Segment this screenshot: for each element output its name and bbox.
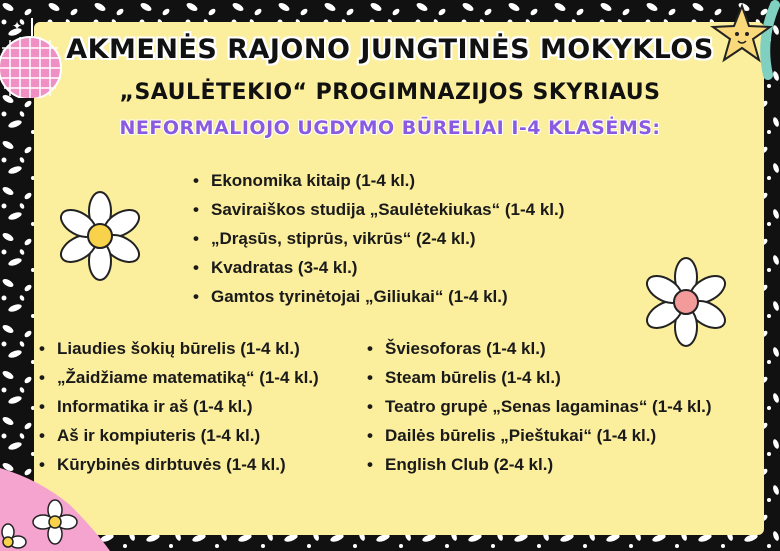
list-item: • Steam būrelis (1-4 kl.) [367, 368, 561, 387]
list-item: • Teatro grupė „Senas lagaminas“ (1-4 kl.) [367, 397, 712, 416]
title-line-3: NEFORMALIOJO UGDYMO BŪRELIAI I-4 KLASĖMS: [119, 117, 661, 139]
list-item: • Informatika ir aš (1-4 kl.) [39, 397, 253, 416]
list-item: • „Drąsūs, stiprūs, vikrūs“ (2-4 kl.) [193, 229, 476, 248]
top-activity-list [193, 166, 564, 311]
list-item: • Liaudies šokių būrelis (1-4 kl.) [39, 339, 300, 358]
list-item: • Saviraiškos studija „Saulėtekiukas“ (1-4 kl.) [193, 200, 565, 219]
list-item: • Dailės būrelis „Pieštukai“ (1-4 kl.) [367, 426, 657, 445]
list-item: • „Žaidžiame matematiką“ (1-4 kl.) [39, 368, 319, 387]
list-item: • Gamtos tyrinėtojai „Giliukai“ (1-4 kl.) [193, 287, 508, 306]
left-activity-list [39, 334, 319, 479]
title-line-2: „SAULĖTEKIO“ PROGIMNAZIJOS SKYRIAUS [119, 80, 661, 105]
right-activity-list [367, 334, 712, 479]
daisy-icon [52, 188, 148, 284]
list-item: • Kvadratas (3-4 kl.) [193, 258, 358, 277]
list-item: • Ekonomika kitaip (1-4 kl.) [193, 171, 416, 190]
list-item: • English Club (2-4 kl.) [367, 455, 554, 474]
sparkle-icon: ✦ [12, 19, 23, 33]
list-item: • Šviesoforas (1-4 kl.) [367, 339, 546, 358]
list-item: • Kūrybinės dirbtuvės (1-4 kl.) [39, 455, 286, 474]
title-line-1: AKMENĖS RAJONO JUNGTINĖS MOKYKLOS [66, 34, 714, 65]
list-item: • Aš ir kompiuteris (1-4 kl.) [39, 426, 261, 445]
